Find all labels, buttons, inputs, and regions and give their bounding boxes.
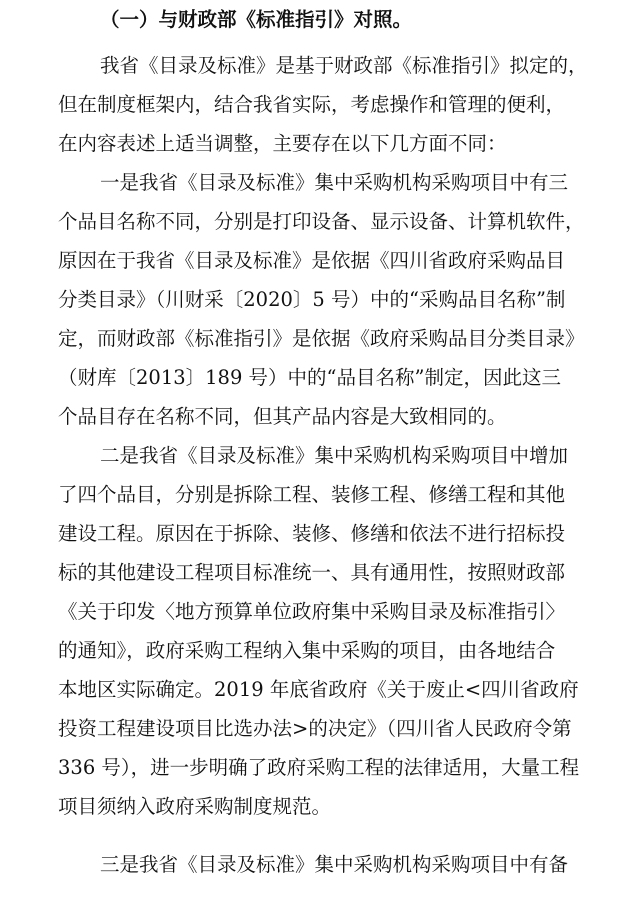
- paragraph-1-line-1: 我省《目录及标准》是基于财政部《标准指引》拟定的，: [100, 54, 588, 77]
- paragraph-2-line-7: 个品目存在名称不同，但其产品内容是大致相同的。: [58, 405, 507, 428]
- paragraph-3-line-3: 建设工程。原因在于拆除、装修、修缮和依法不进行招标投: [58, 522, 566, 545]
- paragraph-2-line-6: （财库〔2013〕189 号）中的“品目名称”制定，因此这三: [58, 366, 561, 389]
- paragraph-3-line-6: 的通知》，政府采购工程纳入集中采购的项目，由各地结合: [58, 639, 556, 662]
- paragraph-1-line-3: 在内容表述上适当调整，主要存在以下几方面不同：: [58, 132, 507, 155]
- paragraph-3-line-7: 本地区实际确定。2019 年底省政府《关于废止<四川省政府: [58, 678, 579, 701]
- paragraph-2-line-1: 一是我省《目录及标准》集中采购机构采购项目中有三: [100, 171, 569, 194]
- paragraph-2-line-3: 原因在于我省《目录及标准》是依据《四川省政府采购品目: [58, 249, 566, 272]
- paragraph-3-line-8: 投资工程建设项目比选办法>的决定》（四川省人民政府令第: [58, 717, 572, 740]
- paragraph-2-line-5: 定，而财政部《标准指引》是依据《政府采购品目分类目录》: [58, 327, 585, 350]
- paragraph-1-line-2: 但在制度框架内，结合我省实际，考虑操作和管理的便利，: [58, 93, 566, 116]
- paragraph-2-line-4: 分类目录》（川财采〔2020〕5 号）中的“采购品目名称”制: [58, 288, 566, 311]
- paragraph-3-line-9: 336 号），进一步明确了政府采购工程的法律适用，大量工程: [58, 756, 580, 779]
- paragraph-2-line-2: 个品目名称不同，分别是打印设备、显示设备、计算机软件，: [58, 210, 585, 233]
- paragraph-4-line-1: 三是我省《目录及标准》集中采购机构采购项目中有备: [100, 853, 569, 876]
- section-heading: （一）与财政部《标准指引》对照。: [100, 8, 413, 31]
- paragraph-3-line-10: 项目须纳入政府采购制度规范。: [58, 795, 332, 818]
- paragraph-3-line-5: 《关于印发〈地方预算单位政府集中采购目录及标准指引〉: [58, 600, 566, 623]
- paragraph-3-line-4: 标的其他建设工程项目标准统一、具有通用性，按照财政部: [58, 561, 566, 584]
- paragraph-3-line-2: 了四个品目，分别是拆除工程、装修工程、修缮工程和其他: [58, 483, 566, 506]
- paragraph-3-line-1: 二是我省《目录及标准》集中采购机构采购项目中增加: [100, 444, 569, 467]
